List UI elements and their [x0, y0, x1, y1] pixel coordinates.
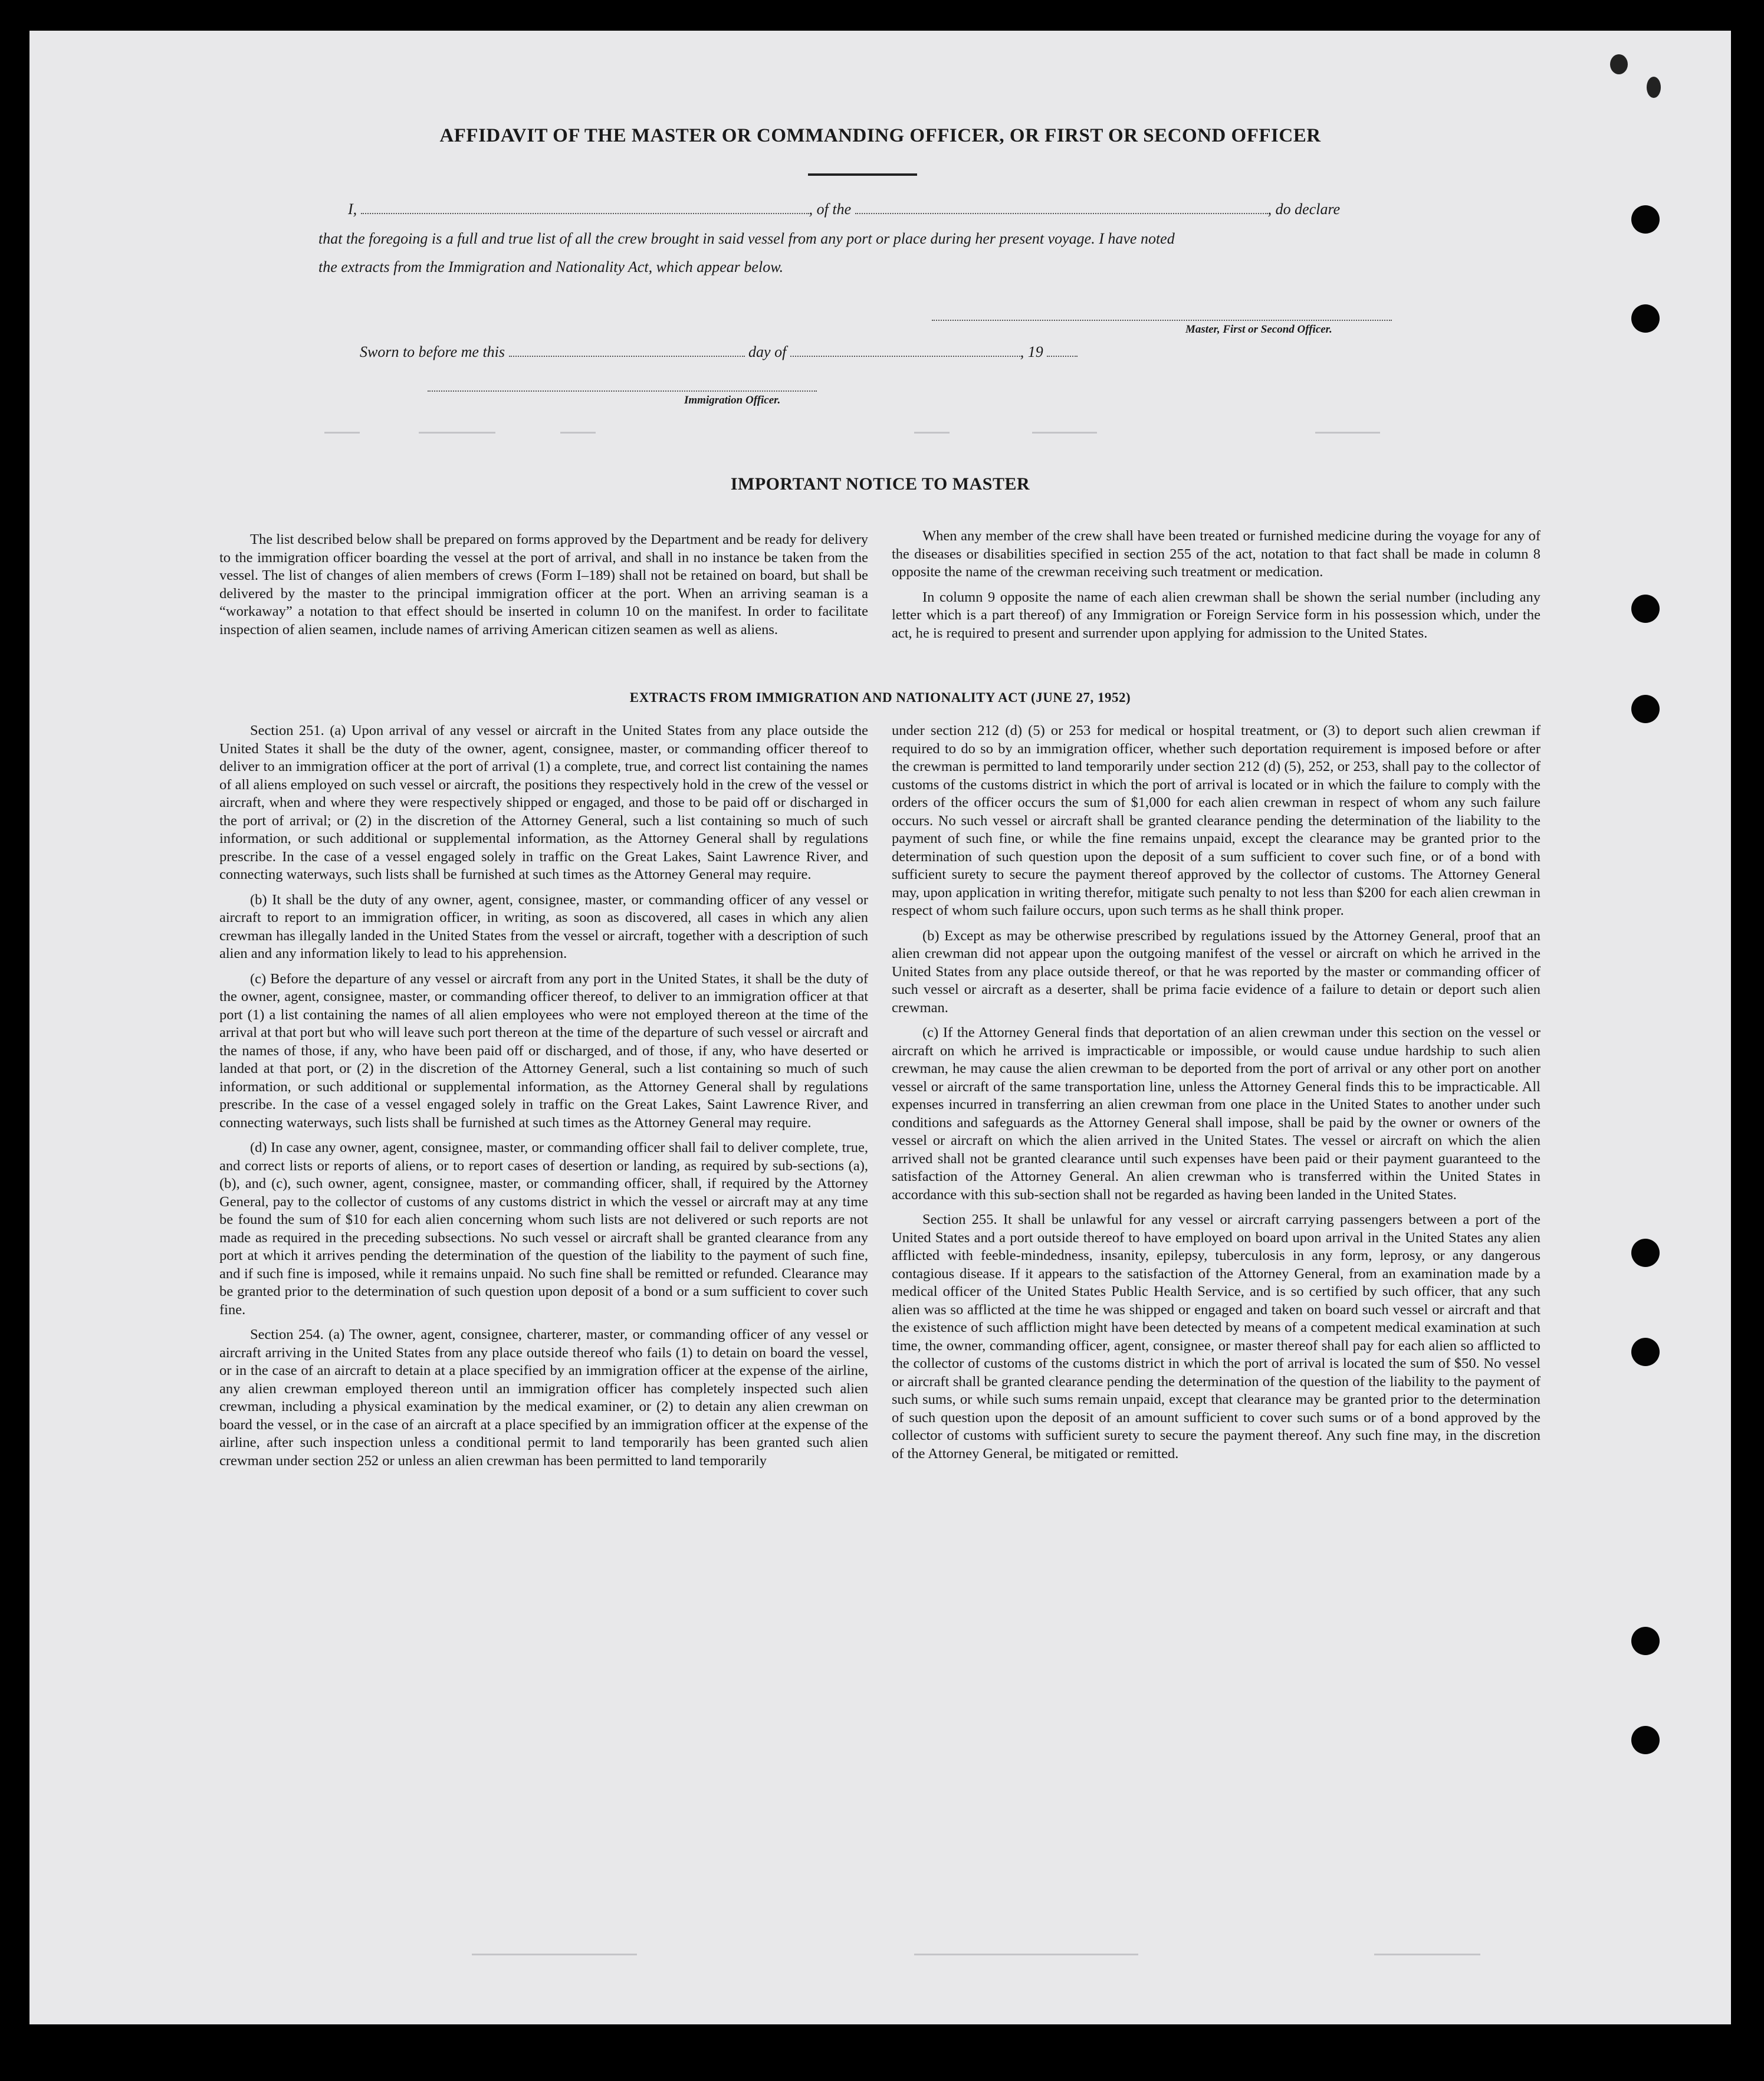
extracts-title: EXTRACTS FROM IMMIGRATION AND NATIONALITY ACT (JUNE 27, 1952) — [629, 690, 1131, 705]
notice-paragraph: In column 9 opposite the name of each alien crewman shall be shown the serial number (including any letter which is a part thereof) of any Immigration or Foreign Service form in his possession which, under the act, he is required to present and surrender upon applying for admission to the United States. — [892, 589, 1540, 641]
bleed-through-mark — [914, 432, 950, 434]
day-of-label: day of — [748, 343, 787, 360]
extracts-left-column — [219, 722, 868, 1477]
statement-line-2: the extracts from the Immigration and Nationality Act, which appear below. — [318, 258, 784, 275]
notice-paragraph: The list described below shall be prepared on forms approved by the Department and be ready for delivery to the immigration officer boarding the vessel at the port of arrival, and shall in no instance be taken from the vessel. The list of changes of alien members of crews (Form I–189) shall not be retained on board, but shall be delivered by the master to the principal immigration officer at the port. When an arriving seaman is a “workaway” a notation to that effect should be inserted in column 10 on the manifest. In order to facilitate inspection of alien seamen, include names of arriving American citizen seamen as well as aliens. — [219, 531, 868, 638]
notice-right-column — [892, 527, 1540, 649]
sworn-year-field[interactable] — [1047, 344, 1078, 357]
sworn-label: Sworn to before me this — [360, 343, 505, 360]
punch-hole — [1631, 1726, 1660, 1754]
sworn-line — [360, 343, 1078, 361]
sworn-day-field[interactable] — [509, 344, 745, 357]
bleed-through-mark — [1315, 432, 1380, 434]
extract-paragraph: Section 254. (a) The owner, agent, consignee, charterer, master, or commanding officer of any vessel or aircraft arriving in the United States from any place outside thereof who fails (1) to detain on board the vessel, or in the case of an aircraft to detain at a place specified by an immigration officer at the expense of the airline, any alien crewman employed thereon until an immigration officer has completely inspected such alien crewman, including a physical examination by the medical examiner, or (2) to detain any alien crewman on board the vessel, or in the case of an aircraft at a place specified by an immigration officer at the expense of the airline, after such inspection unless a conditional permit to land temporarily has been granted such alien crewman under section 252 or unless an alien crewman has been permitted to land temporarily — [219, 1327, 868, 1469]
of-the-label: , of the — [809, 201, 852, 218]
master-signature-label: Master, First or Second Officer. — [1185, 323, 1332, 336]
extract-paragraph: (d) In case any owner, agent, consignee, master, or commanding officer shall fail to deliver complete, true, and correct lists or reports of aliens, or to report cases of desertion or landing, as required by sub-sections (a), (b), and (c), such owner, agent, consignee, master, or commanding officer, shall, if required by the Attorney General, pay to the collector of customs of any customs district in which the vessel or aircraft may at any time be found the sum of $10 for each alien concerning whom such lists are not delivered or such reports are not made as required in the preceding subsections. No such vessel or aircraft shall be granted clearance from any port at which it arrives pending the determination of the question of the liability to the payment of such fine, and if such fine is imposed, while it remains unpaid. No such fine shall be remitted or refunded. Clearance may be granted prior to the determination of such question upon deposit of a bond or a sum sufficient to cover such fine. — [219, 1140, 868, 1318]
declaration-line — [348, 201, 1340, 218]
punch-hole — [1631, 1338, 1660, 1366]
bleed-through-mark — [560, 432, 596, 434]
officer-signature-field[interactable] — [428, 390, 817, 392]
extract-paragraph: Section 251. (a) Upon arrival of any vessel or aircraft in the United States from any place outside the United States it shall be the duty of the owner, agent, consignee, master, or commanding officer thereof to deliver to an immigration officer at the port of arrival (1) a complete, true, and correct list containing the names of all aliens employed on such vessel or aircraft, the positions they respectively hold in the crew of the vessel or aircraft, when and where they were respectively shipped or engaged, and those to be paid off or discharged in the port of arrival; or (2) in the discretion of the Attorney General, such a list containing so much of such information, or such additional or supplemental information, as the Attorney General shall by regulations prescribe. In the case of a vessel engaged solely in traffic on the Great Lakes, Saint Lawrence River, and connecting waterways, such lists shall be furnished at such times as the Attorney General may require. — [219, 723, 868, 882]
bleed-through-mark — [472, 1954, 637, 1955]
affidavit-title: AFFIDAVIT OF THE MASTER OR COMMANDING OFFICER, OR FIRST OR SECOND OFFICER — [439, 125, 1321, 146]
ink-spot — [1610, 54, 1628, 74]
punch-hole — [1631, 595, 1660, 623]
extract-paragraph: (c) If the Attorney General finds that deportation of an alien crewman under this section on the vessel or aircraft on which he arrived is impracticable or impossible, or would cause undue hardship to such alien crewman, he may cause the alien crewman to be deported from the port of arrival or any other port on another vessel or aircraft of the same transportation line, unless the Attorney General finds this to be impracticable. All expenses incurred in transferring an alien crewman from one place in the United States to another under such conditions and safeguards as the Attorney General shall impose, shall be paid by the owner or owners of the vessel or aircraft on which the alien arrived in the United States. The vessel or aircraft on which the alien arrived shall not be granted clearance until such expenses have been paid or their payment guaranteed to the satisfaction of the Attorney General. An alien crewman who is transferred within the United States in accordance with this sub-section shall not be regarded as having been landed in the United States. — [892, 1025, 1540, 1203]
extract-paragraph: under section 212 (d) (5) or 253 for medical or hospital treatment, or (3) to deport such alien crewman if required to do so by an immigration officer, whether such deportation requirement is imposed before or after the crewman is permitted to land temporarily under section 212 (d) (5), 252, or 253, shall pay to the collector of customs of the customs district in which the port of arrival is located or in which the failure to comply with the orders of the officer occurs the sum of $1,000 for each alien crewman in respect of whom any such failure occurs. No such vessel or aircraft shall be granted clearance pending the determination of the liability to the payment of such fine, or while the fine remains unpaid, except the clearance may be granted prior to the determination of such question upon the deposit of a sum sufficient to cover such fine, or of a bond with sufficient surety to secure the payment thereof approved by the collector of customs. The Attorney General may, upon application in writing therefor, mitigate such penalty to not less than $200 for each alien crewman in respect of whom such failure occurs, upon such terms as he shall think proper. — [892, 723, 1540, 918]
extract-paragraph: (b) It shall be the duty of any owner, agent, consignee, master, or commanding officer of any vessel or aircraft to report to an immigration officer, in writing, as soon as discovered, all cases in which any alien crewman has illegally landed in the United States from the vessel or aircraft, together with a description of such alien and any information likely to lead to his apprehension. — [219, 891, 868, 961]
sworn-month-field[interactable] — [790, 344, 1020, 357]
extract-paragraph: (b) Except as may be otherwise prescribed by regulations issued by the Attorney General, proof that an alien crewman did not appear upon the outgoing manifest of the vessel or aircraft on which he arrived in the United States from any place outside thereof, or that he was reported by the master or commanding officer of such vessel or aircraft as a deserter, shall be prima facie evidence of a failure to detain or deport such alien crewman. — [892, 927, 1540, 1016]
do-declare-label: , do declare — [1267, 201, 1341, 218]
ink-spot — [1647, 77, 1661, 98]
year-prefix: , 19 — [1020, 343, 1043, 360]
statement-line-1: that the foregoing is a full and true list of all the crew brought in said vessel from any port or place during her present voyage. I have noted — [318, 230, 1175, 247]
notice-paragraph: When any member of the crew shall have been treated or furnished medicine during the voyage for any of the diseases or disabilities specified in section 255 of the act, notation to that fact shall be made in column 8 opposite the name of the crewman receiving such treatment or medication. — [892, 528, 1540, 580]
punch-hole — [1631, 304, 1660, 333]
punch-hole — [1631, 1627, 1660, 1655]
title-underline — [808, 173, 917, 176]
punch-hole — [1631, 205, 1660, 234]
extract-paragraph: (c) Before the departure of any vessel or aircraft from any port in the United States, it shall be the duty of the owner, agent, consignee, master, or commanding officer thereof, to deliver to an immigration officer at that port (1) a list containing the names of all alien employees who were not employed thereon at the time of the arrival at that port but who will leave such port thereon at the time of the departure of such vessel or aircraft and the names of those, if any, who have been paid off or discharged, and of those, if any, who have deserted or landed at that port, or (2) in the discretion of the Attorney General, such a list containing so much of such information, or such additional or supplemental information, as the Attorney General shall by regulations prescribe. In the case of a vessel engaged solely in traffic on the Great Lakes, Saint Lawrence River, and connecting waterways, such lists shall be furnished at such times as the Attorney General may require. — [219, 970, 868, 1131]
bleed-through-mark — [419, 432, 495, 434]
bleed-through-mark — [324, 432, 360, 434]
officer-signature-label: Immigration Officer. — [684, 394, 781, 406]
bleed-through-mark — [1032, 432, 1097, 434]
document-page — [29, 31, 1731, 2024]
punch-hole — [1631, 1239, 1660, 1267]
bleed-through-mark — [1374, 1954, 1480, 1955]
master-signature-field[interactable] — [932, 320, 1392, 321]
bleed-through-mark — [914, 1954, 1138, 1955]
notice-left-column — [219, 531, 868, 646]
i-label: I, — [348, 201, 357, 218]
extract-paragraph: Section 255. It shall be unlawful for any vessel or aircraft carrying passengers between a port of the United States and a port outside thereof to have employed on board upon arrival in the United States any alien afflicted with feeble-mindedness, insanity, epilepsy, tuberculosis in any form, leprosy, or any dangerous contagious disease. If it appears to the satisfaction of the Attorney General, from an examination made by a medical officer of the United States Public Health Service, and is so certified by such officer, that any such alien was so afflicted at the time he was shipped or engaged and taken on board such vessel or aircraft and that the existence of such affliction might have been detected by means of a competent medical examination at such time, the owner, commanding officer, agent, consignee, or master thereof shall pay for each alien so afflicted to the collector of customs of the customs district in which the port of arrival is located the sum of $50. No vessel or aircraft shall be granted clearance pending the determination of the question of the liability to the payment of such sums, or while such sums remain unpaid, except that clearance may be granted prior to the determination of such question upon the deposit of an amount sufficient to cover such sums or of a bond approved by the collector of customs with sufficient surety to secure the payment thereof. Any such fine may, in the discretion of the Attorney General, be mitigated or remitted. — [892, 1212, 1540, 1462]
vessel-name-field[interactable] — [855, 201, 1268, 214]
master-name-field[interactable] — [361, 201, 809, 214]
notice-title: IMPORTANT NOTICE TO MASTER — [730, 474, 1030, 494]
extracts-right-column — [892, 722, 1540, 1470]
